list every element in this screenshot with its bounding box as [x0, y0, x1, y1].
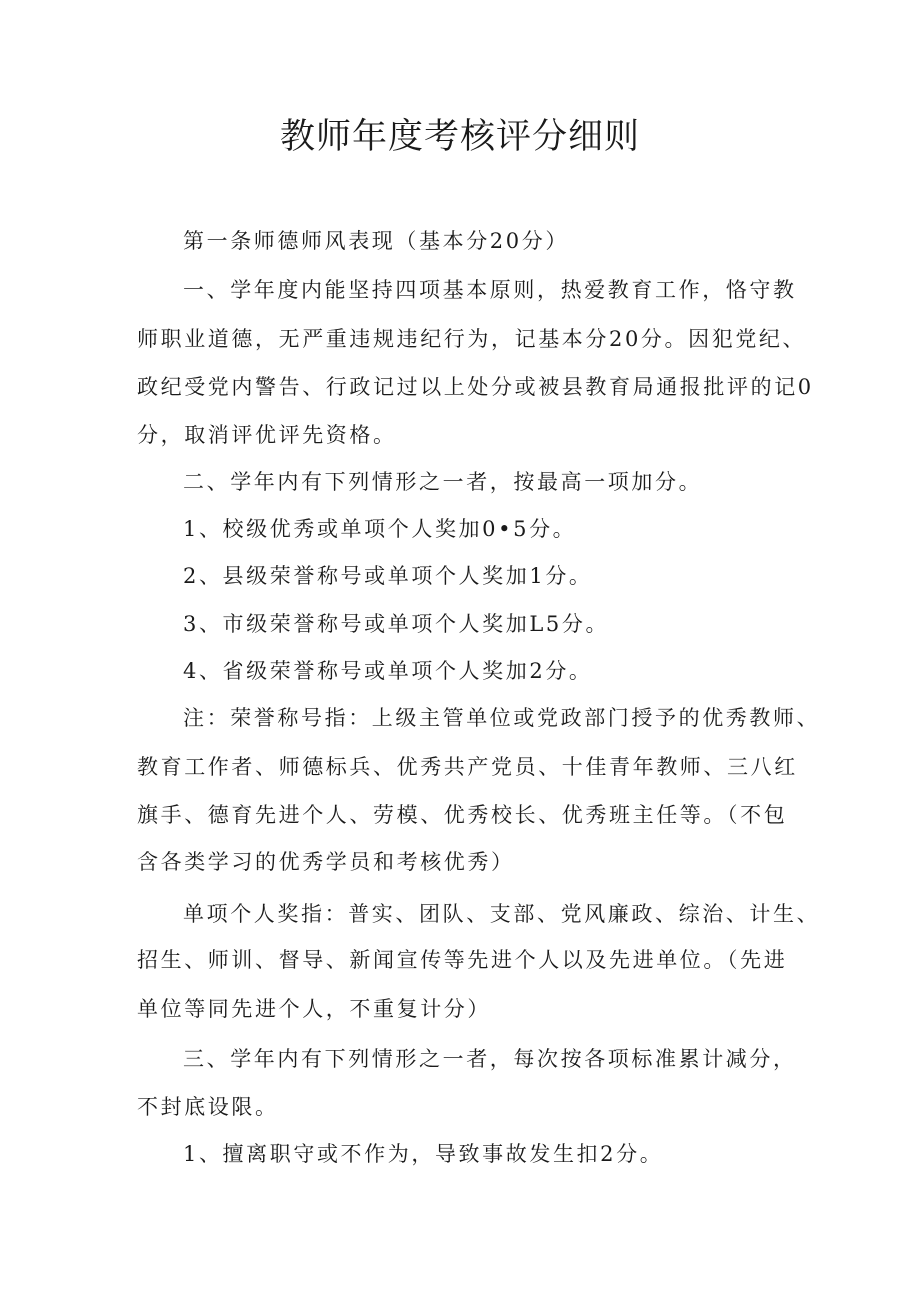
paragraph-line: 2、县级荣誉称号或单项个人奖加1分。 — [183, 564, 593, 588]
paragraph-line: 政纪受党内警告、行政记过以上处分或被县教育局通报批评的记0 — [137, 375, 814, 399]
document-title: 教师年度考核评分细则 — [279, 117, 640, 157]
paragraph-line: 4、省级荣誉称号或单项个人奖加2分。 — [183, 659, 593, 683]
paragraph-line: 不封底设限。 — [137, 1095, 279, 1119]
paragraph-line: 分，取消评优评先资格。 — [137, 423, 397, 447]
paragraph-line: 旗手、德育先进个人、劳模、优秀校长、优秀班主任等。（不包 — [137, 803, 788, 827]
paragraph-line: 教育工作者、师德标兵、优秀共产党员、十佳青年教师、三八红 — [137, 755, 798, 779]
paragraph-line: 3、市级荣誉称号或单项个人奖加L5分。 — [183, 612, 610, 636]
paragraph-line: 含各类学习的优秀学员和考核优秀） — [137, 850, 515, 874]
paragraph-line: 二、学年内有下列情形之一者，按最高一项加分。 — [183, 470, 703, 494]
paragraph-line: 单项个人奖指：普实、团队、支部、党风廉政、综治、计生、 — [183, 902, 821, 926]
paragraph-line: 三、学年内有下列情形之一者，每次按各项标准累计减分， — [183, 1047, 797, 1071]
paragraph-line: 注：荣誉称号指：上级主管单位或党政部门授予的优秀教师、 — [183, 706, 821, 730]
paragraph-line: 师职业道德，无严重违规违纪行为，记基本分20分。因犯党纪、 — [137, 327, 807, 351]
paragraph-line: 单位等同先进个人，不重复计分） — [137, 997, 491, 1021]
paragraph-line: 一、学年度内能坚持四项基本原则，热爱教育工作，恪守教 — [183, 278, 797, 302]
paragraph-line: 1、校级优秀或单项个人奖加0•5分。 — [183, 517, 577, 541]
paragraph-line: 招生、师训、督导、新闻宣传等先进个人以及先进单位。（先进 — [137, 948, 788, 972]
paragraph-line: 1、擅离职守或不作为，导致事故发生扣2分。 — [183, 1142, 664, 1166]
paragraph-line: 第一条师德师风表现（基本分20分） — [183, 229, 569, 253]
